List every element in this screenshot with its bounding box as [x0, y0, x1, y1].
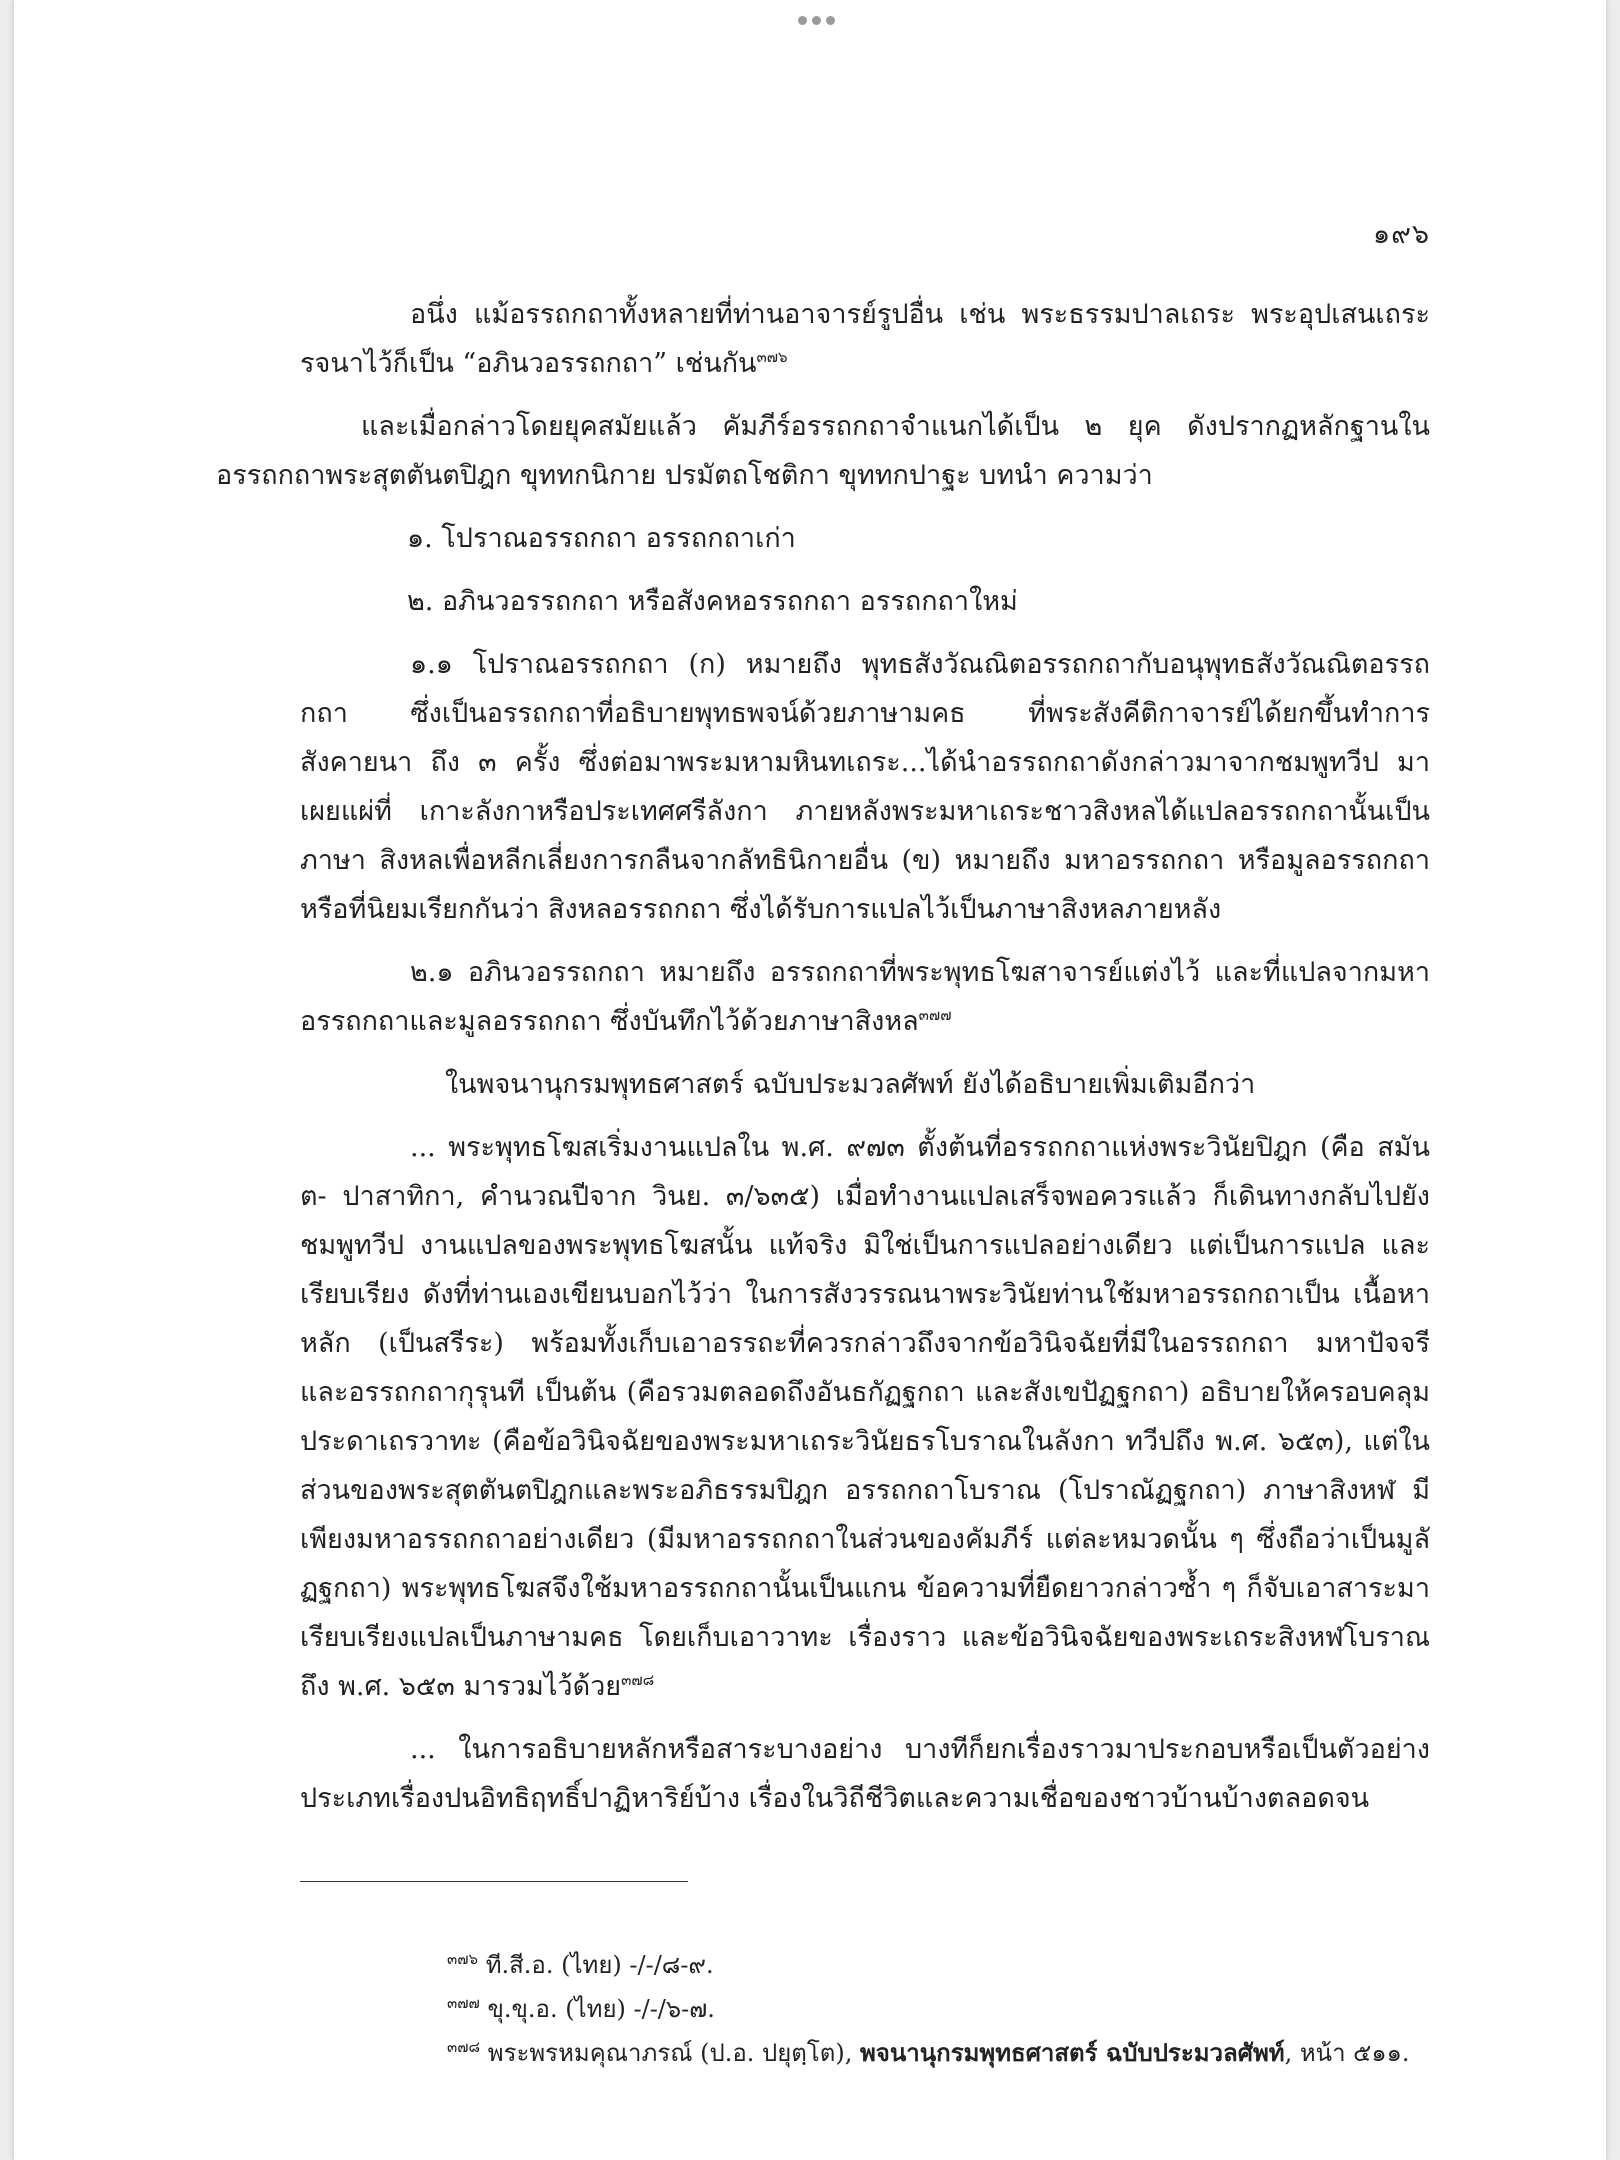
- footnote: [447, 1987, 1447, 2031]
- paragraph-text: อนึ่ง แม้อรรถกถาทั้งหลายที่ท่านอาจารย์รูปอื่น เช่น พระธรรมปาลเถระ พระอุปเสนเถระ รจนาไว้ก็เป็น “อภินวอรรถกถา” เช่นกัน: [300, 299, 1430, 379]
- footnote-number: ๓๗๗: [447, 1994, 480, 2012]
- paragraph-text: ๑.๑ โปราณอรรถกถา (ก) หมายถึง พุทธสังวัณณิตอรรถกถากับอนุพุทธสังวัณณิตอรรถกถา ซึ่งเป็นอรรถกถาที่อธิบายพุทธพจน์ด้วยภาษามคธ ที่พระสังคีติกาจารย์ได้ยกขึ้นทำการสังคายนา ถึง ๓ ครั้ง ซึ่งต่อมาพระมหามหินทเถระ...ได้นำอรรถกถาดังกล่าวมาจากชมพูทวีป มาเผยแผ่ที่ เกาะลังกาหรือประเทศศรีลังกา ภายหลังพระมหาเถระชาวสิงหลได้แปลอรรถกถานั้นเป็นภาษา สิงหลเพื่อหลีกเลี่ยงการกลืนจากลัทธินิกายอื่น (ข) หมายถึง มหาอรรถกถา หรือมูลอรรถกถา หรือที่นิยมเรียกกันว่า สิงหลอรรถกถา ซึ่งได้รับการแปลไว้เป็นภาษาสิงหลภายหลัง: [300, 649, 1430, 925]
- paragraph: [300, 640, 1430, 934]
- paragraph-text: ในพจนานุกรมพุทธศาสตร์ ฉบับประมวลศัพท์ ยังได้อธิบายเพิ่มเติมอีกว่า: [445, 1069, 1256, 1100]
- footnote-number: ๓๗๘: [447, 2038, 481, 2056]
- list-item-text: ๒. อภินวอรรถกถา หรือสังคหอรรถกถา อรรถกถาใหม่: [407, 586, 1018, 617]
- footnote-ref[interactable]: ๓๗๘: [621, 1671, 655, 1689]
- paragraph: [216, 402, 1430, 500]
- footnote-text: ที.สี.อ. (ไทย) -/-/๘-๙.: [485, 1951, 714, 1979]
- footnotes: [447, 1943, 1447, 2075]
- paragraph-text: ... พระพุทธโฆสเริ่มงานแปลใน พ.ศ. ๙๗๓ ตั้งต้นที่อรรถกถาแห่งพระวินัยปิฎก (คือ สมันต- ปาสาทิกา, คำนวณปีจาก วินย. ๓/๖๓๕) เมื่อทำงานแปลเสร็จพอควรแล้ว ก็เดินทางกลับไปยัง ชมพูทวีป งานแปลของพระพุทธโฆสนั้น แท้จริง มิใช่เป็นการแปลอย่างเดียว แต่เป็นการแปล และเรียบเรียง ดังที่ท่านเองเขียนบอกไว้ว่า ในการสังวรรณนาพระวินัยท่านใช้มหาอรรถกถาเป็น เนื้อหาหลัก (เป็นสรีระ) พร้อมทั้งเก็บเอาอรรถะที่ควรกล่าวถึงจากข้อวินิจฉัยที่มีในอรรถกถา มหาปัจจรี และอรรถกถากุรุนที เป็นต้น (คือรวมตลอดถึงอันธกัฏฐกถา และสังเขปัฏฐกถา) อธิบายให้ครอบคลุมประดาเถรวาทะ (คือข้อวินิจฉัยของพระมหาเถระวินัยธรโบราณในลังกา ทวีปถึง พ.ศ. ๖๕๓), แต่ในส่วนของพระสุตตันตปิฎกและพระอภิธรรมปิฎก อรรถกถาโบราณ (โปราณัฏฐกถา) ภาษาสิงหฬ มีเพียงมหาอรรถกถาอย่างเดียว (มีมหาอรรถกถาในส่วนของคัมภีร์ แต่ละหมวดนั้น ๆ ซึ่งถือว่าเป็นมูลัฏฐกถา) พระพุทธโฆสจึงใช้มหาอรรถกถานั้นเป็นแกน ข้อความที่ยืดยาวกล่าวซ้ำ ๆ ก็จับเอาสาระมาเรียบเรียงแปลเป็นภาษามคธ โดยเก็บเอาวาทะ เรื่องราว และข้อวินิจฉัยของพระเถระสิงหฬโบราณ ถึง พ.ศ. ๖๕๓ มารวมไว้ด้วย: [300, 1132, 1430, 1702]
- footnote: [447, 1943, 1447, 1987]
- paragraph: [300, 948, 1430, 1046]
- dot: [826, 16, 835, 25]
- list-item-text: ๑. โปราณอรรถกถา อรรถกถาเก่า: [407, 523, 796, 554]
- page-body: [216, 290, 1430, 1837]
- dot: [798, 16, 807, 25]
- paragraph: [300, 290, 1430, 388]
- footnote-book-title: พจนานุกรมพุทธศาสตร์ ฉบับประมวลศัพท์: [859, 2038, 1285, 2067]
- quote-paragraph: [300, 1725, 1430, 1823]
- footnote-divider: [300, 1881, 688, 1882]
- paragraph-text: และเมื่อกล่าวโดยยุคสมัยแล้ว คัมภีร์อรรถกถาจำแนกได้เป็น ๒ ยุค ดังปรากฏหลักฐานใน อรรถกถาพระสุตตันตปิฎก ขุททกนิกาย ปรมัตถโชติกา ขุททกปาฐะ บทนำ ความว่า: [216, 411, 1430, 491]
- list-item: [300, 514, 1430, 563]
- quote-paragraph: [300, 1123, 1430, 1711]
- footnote-text: ขุ.ขุ.อ. (ไทย) -/-/๖-๗.: [487, 1995, 715, 2023]
- more-horizontal-icon[interactable]: [786, 10, 846, 30]
- footnote-ref[interactable]: ๓๗๖: [756, 348, 788, 366]
- paragraph-text: ... ในการอธิบายหลักหรือสาระบางอย่าง บางทีก็ยกเรื่องราวมาประกอบหรือเป็นตัวอย่าง ประเภทเรื่องปนอิทธิฤทธิ์ปาฏิหาริย์บ้าง เรื่องในวิถีชีวิตและความเชื่อของชาวบ้านบ้างตลอดจน: [300, 1734, 1430, 1814]
- footnote-text: พระพรหมคุณาภรณ์ (ป.อ. ปยุตฺโต),: [487, 2039, 860, 2067]
- page-number: ๑๙๖: [1372, 219, 1430, 250]
- footnote-ref[interactable]: ๓๗๗: [918, 1006, 952, 1024]
- paragraph-text: ๒.๑ อภินวอรรถกถา หมายถึง อรรถกถาที่พระพุทธโฆสาจารย์แต่งไว้ และที่แปลจากมหา อรรถกถาและมูลอรรถกถา ซึ่งบันทึกไว้ด้วยภาษาสิงหล: [300, 957, 1430, 1037]
- footnote-text: , หน้า ๕๑๑.: [1284, 2039, 1410, 2067]
- document-page: [14, 0, 1606, 2160]
- list-item: [300, 577, 1430, 626]
- footnote-number: ๓๗๖: [447, 1950, 479, 1968]
- paragraph: [300, 1060, 1430, 1109]
- footnote: [447, 2031, 1447, 2075]
- dot: [812, 16, 821, 25]
